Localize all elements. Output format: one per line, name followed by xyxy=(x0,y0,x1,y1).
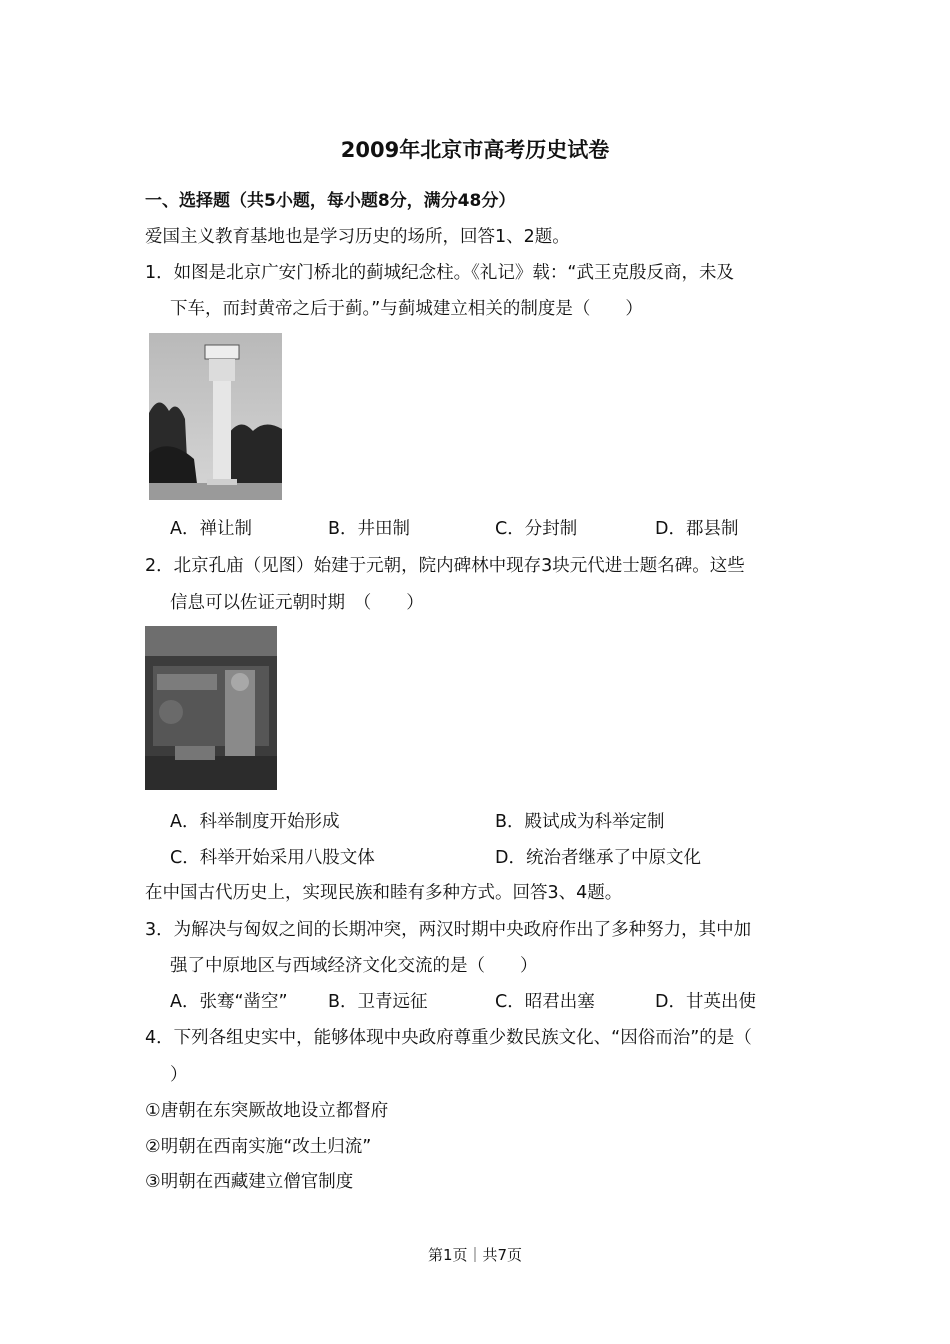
question-1-option-b: B．井田制 xyxy=(328,519,411,539)
question-1-option-c: C．分封制 xyxy=(495,519,578,539)
question-3-line-1: 3．为解决与匈奴之间的长期冲突，两汉时期中央政府作出了多种努力，其中加 xyxy=(145,920,752,940)
question-3-option-b: B．卫青远征 xyxy=(328,992,428,1012)
question-4-line-2: ） xyxy=(170,1065,188,1085)
question-3-option-a: A．张骞“凿空” xyxy=(170,992,288,1012)
page-footer: 第1页｜共7页 xyxy=(427,1246,523,1264)
question-2-line-2: 信息可以佐证元朝时期 （ ） xyxy=(170,593,424,613)
page-title: 2009年北京市高考历史试卷 xyxy=(340,138,610,162)
jicheng-memorial-pillar-photo xyxy=(149,333,282,500)
section-heading: 一、选择题（共5小题，每小题8分，满分48分） xyxy=(145,191,516,211)
question-3-line-2: 强了中原地区与西域经济文化交流的是（ ） xyxy=(170,956,538,976)
question-1-option-d: D．郡县制 xyxy=(655,519,739,539)
question-4-item-1: ①唐朝在东突厥故地设立都督府 xyxy=(145,1101,389,1121)
question-1-line-1: 1．如图是北京广安门桥北的蓟城纪念柱。《礼记》载：“武王克殷反商，未及 xyxy=(145,263,734,283)
question-2-option-a: A．科举制度开始形成 xyxy=(170,812,340,832)
question-2-option-c: C．科举开始采用八股文体 xyxy=(170,848,375,868)
intro-text-1: 爱国主义教育基地也是学习历史的场所，回答1、2题。 xyxy=(145,227,570,247)
question-4-item-3: ③明朝在西藏建立僧官制度 xyxy=(145,1172,354,1192)
question-1-line-2: 下车，而封黄帝之后于蓟。”与蓟城建立相关的制度是（ ） xyxy=(170,299,643,319)
question-3-option-c: C．昭君出塞 xyxy=(495,992,595,1012)
question-4-line-1: 4．下列各组史实中，能够体现中央政府尊重少数民族文化、“因俗而治”的是（ xyxy=(145,1028,752,1048)
question-2-line-1: 2．北京孔庙（见图）始建于元朝，院内碑林中现存3块元代进士题名碑。这些 xyxy=(145,556,745,576)
confucius-temple-photo xyxy=(145,626,277,790)
question-2-option-d: D．统治者继承了中原文化 xyxy=(495,848,701,868)
question-2-option-b: B．殿试成为科举定制 xyxy=(495,812,665,832)
question-3-option-d: D．甘英出使 xyxy=(655,992,756,1012)
question-4-item-2: ②明朝在西南实施“改土归流” xyxy=(145,1137,372,1157)
intro-text-2: 在中国古代历史上，实现民族和睦有多种方式。回答3、4题。 xyxy=(145,883,623,903)
question-1-option-a: A．禅让制 xyxy=(170,519,252,539)
